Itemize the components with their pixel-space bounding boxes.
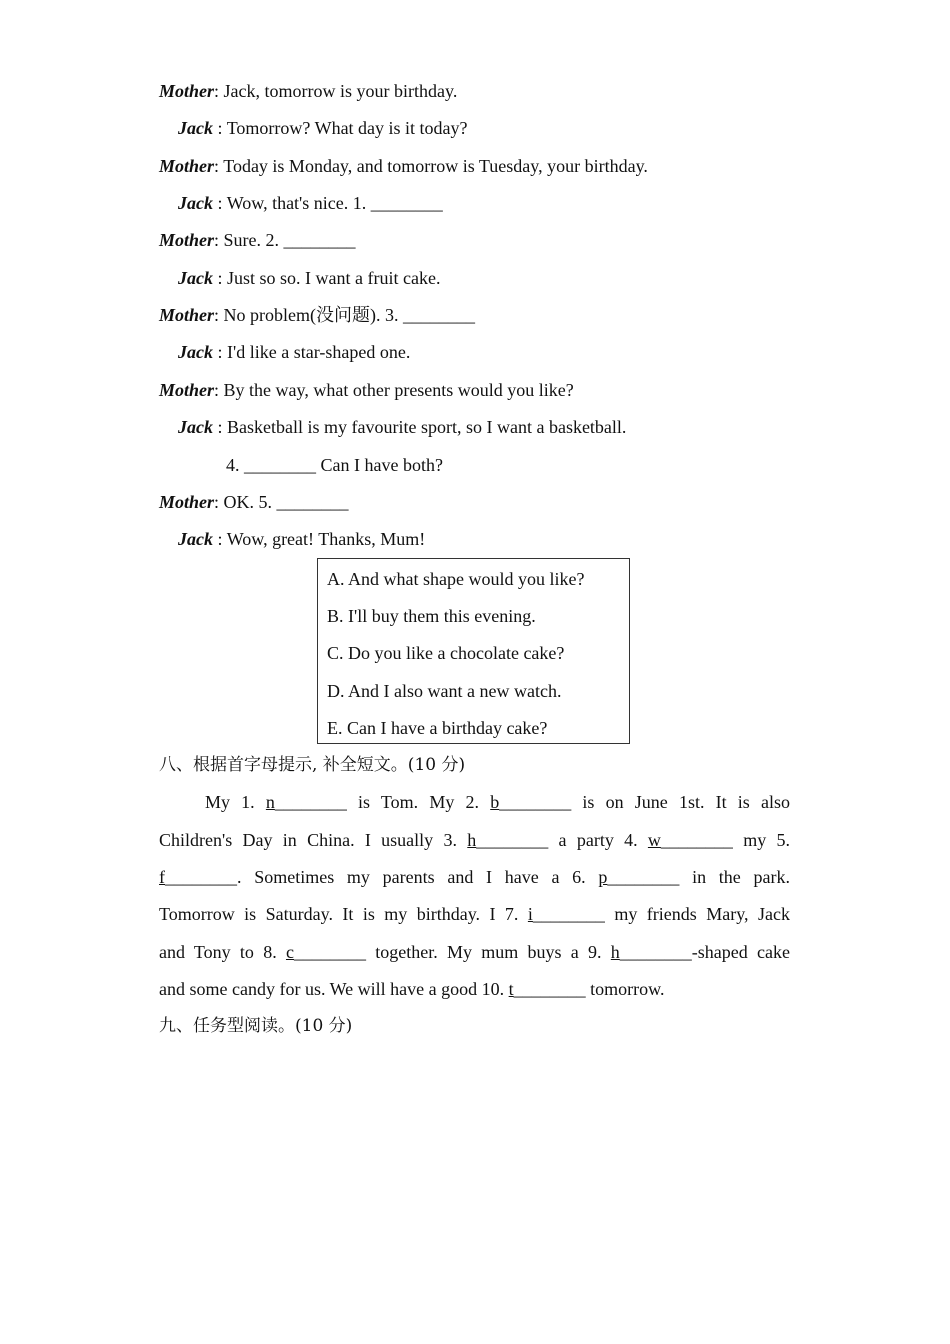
dialogue-line: Jack : Tomorrow? What day is it today? xyxy=(178,118,468,138)
dialogue-text: Basketball is my favourite sport, so I want a basketball. xyxy=(227,417,627,437)
option-d: D. And I also want a new watch. xyxy=(327,681,562,701)
speaker-name: Jack xyxy=(178,118,213,138)
dialogue-text: Just so so. I want a fruit cake. xyxy=(227,268,441,288)
dialogue-line: Mother: By the way, what other presents would you like? xyxy=(159,380,574,400)
dialogue-text: Jack, tomorrow is your birthday. xyxy=(223,81,458,101)
first-letter-hint: h xyxy=(610,942,620,962)
option-a: A. And what shape would you like? xyxy=(327,569,585,589)
speaker-name: Mother xyxy=(159,156,215,176)
dialogue-text: OK. 5. ________ xyxy=(223,492,349,512)
paragraph-line: Children's Day in China. I usually 3. h________ a party 4. w________ my 5. xyxy=(159,830,790,850)
speaker-name: Jack xyxy=(178,417,213,437)
speaker-name: Mother xyxy=(159,305,215,325)
option-c: C. Do you like a chocolate cake? xyxy=(327,643,565,663)
first-letter-hint: w xyxy=(647,830,661,850)
option-b: B. I'll buy them this evening. xyxy=(327,606,536,626)
section-9-heading: 九、任务型阅读。(10 分) xyxy=(159,1016,353,1036)
paragraph-line: and Tony to 8. c________ together. My mum buys a 9. h________-shaped cake xyxy=(159,942,791,962)
speaker-name: Jack xyxy=(178,268,213,288)
section-8-heading: 八、根据首字母提示, 补全短文。(10 分) xyxy=(159,755,466,775)
dialogue-line: Jack : Wow, that's nice. 1. ________ xyxy=(178,193,443,213)
dialogue-text: I'd like a star-shaped one. xyxy=(227,342,411,362)
dialogue-line: Mother: Sure. 2. ________ xyxy=(159,230,356,250)
dialogue-text: Today is Monday, and tomorrow is Tuesday, your birthday. xyxy=(223,156,648,176)
first-letter-hint: t xyxy=(508,979,514,999)
dialogue-line xyxy=(226,454,443,476)
speaker-name: Jack xyxy=(178,342,213,362)
first-letter-hint: f xyxy=(159,867,165,887)
dialogue-text: No problem(没问题). 3. ________ xyxy=(223,305,476,325)
paragraph-line: f________. Sometimes my parents and I have a 6. p________ in the park. xyxy=(159,867,790,887)
paragraph-line: Tomorrow is Saturday. It is my birthday. I 7. i________ my friends Mary, Jack xyxy=(159,904,790,924)
speaker-name: Jack xyxy=(178,529,213,549)
first-letter-hint: b xyxy=(490,792,500,812)
dialogue-line: Jack : Wow, great! Thanks, Mum! xyxy=(178,529,426,549)
dialogue-text: Wow, that's nice. 1. ________ xyxy=(226,193,443,213)
speaker-name: Mother xyxy=(159,81,215,101)
paragraph-line: and some candy for us. We will have a good 10. t________ tomorrow. xyxy=(159,979,665,999)
dialogue-text: Tomorrow? What day is it today? xyxy=(226,118,468,138)
dialogue-line: Jack : I'd like a star-shaped one. xyxy=(178,342,411,362)
dialogue-line: Mother: Today is Monday, and tomorrow is Tuesday, your birthday. xyxy=(159,156,648,176)
dialogue-line: Mother: No problem(没问题). 3. ________ xyxy=(159,305,476,325)
dialogue-text: Sure. 2. ________ xyxy=(223,230,356,250)
options-box xyxy=(317,558,630,744)
dialogue-line: Jack : Basketball is my favourite sport, so I want a basketball. xyxy=(178,417,627,437)
first-letter-hint: p xyxy=(598,867,608,887)
option-e: E. Can I have a birthday cake? xyxy=(327,718,548,738)
speaker-name: Mother xyxy=(159,230,215,250)
dialogue-line: Mother: Jack, tomorrow is your birthday. xyxy=(159,81,458,101)
paragraph-line: My 1. n________ is Tom. My 2. b________ is on June 1st. It is also xyxy=(205,792,790,812)
first-letter-hint: i xyxy=(527,904,533,924)
first-letter-hint: c xyxy=(285,942,294,962)
speaker-name: Mother xyxy=(159,492,215,512)
speaker-name: Mother xyxy=(159,380,215,400)
speaker-name: Jack xyxy=(178,193,213,213)
dialogue-text: Wow, great! Thanks, Mum! xyxy=(226,529,426,549)
dialogue-line: Mother: OK. 5. ________ xyxy=(159,492,349,512)
first-letter-hint: h xyxy=(467,830,477,850)
dialogue-text: By the way, what other presents would you like? xyxy=(223,380,574,400)
first-letter-hint: n xyxy=(265,792,275,812)
dialogue-text: 4. ________ Can I have both? xyxy=(226,455,443,475)
dialogue-line: Jack : Just so so. I want a fruit cake. xyxy=(178,268,441,288)
